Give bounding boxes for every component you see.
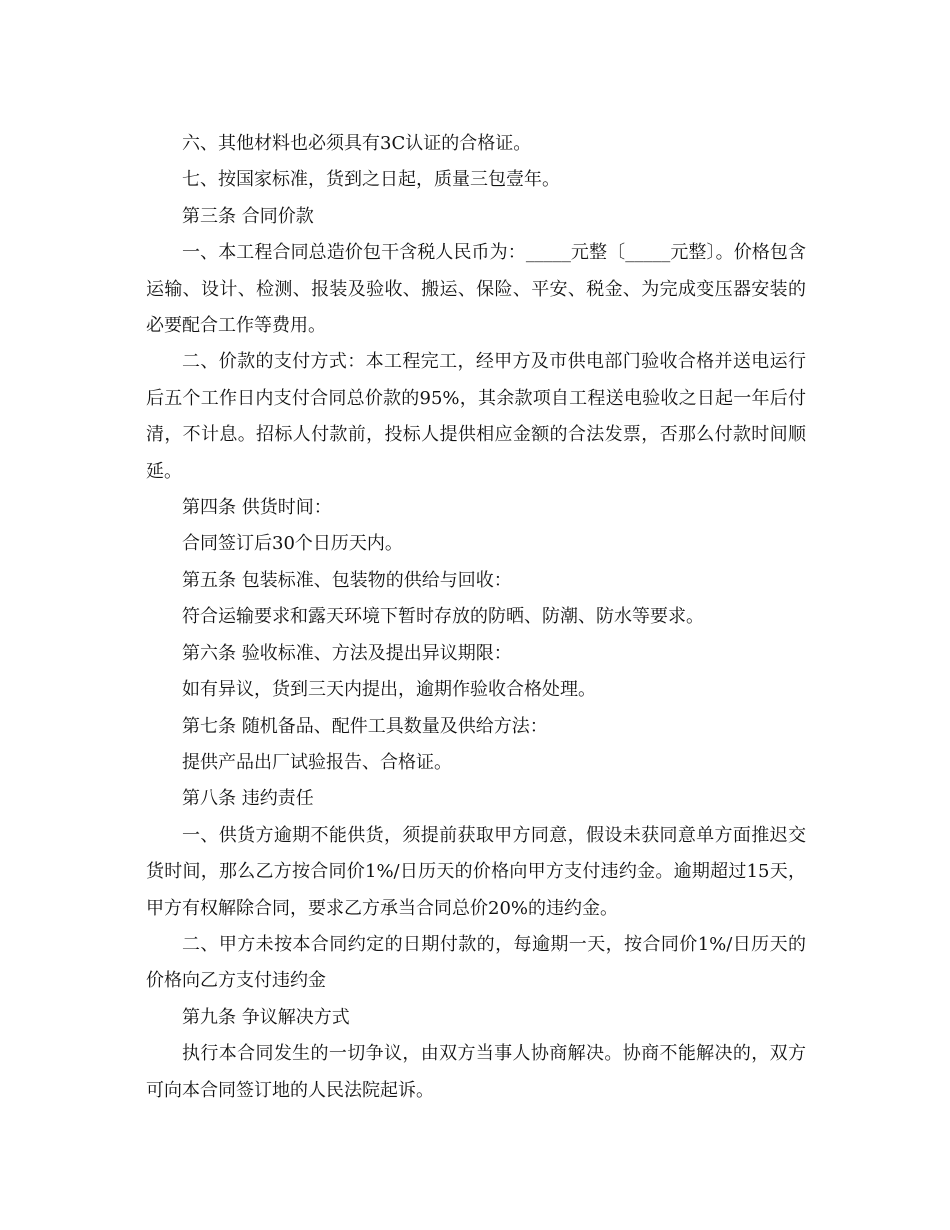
section-heading-article-9: 第九条 争议解决方式 xyxy=(182,1006,350,1028)
paragraph-supplier-breach: 一、供货方逾期不能供货，须提前获取甲方同意，假设未获同意单方面推迟交货时间，那么乙方按合同价1%/日历天的价格向甲方支付违约金。逾期超过15天，甲方有权解除合同，要求乙方承当合同总价20%的违约金。 xyxy=(146,824,806,919)
paragraph-delivery-time: 合同签订后30个日历天内。 xyxy=(182,533,403,555)
paragraph-payment-method: 二、价款的支付方式：本工程完工，经甲方及市供电部门验收合格并送电运行后五个工作日内支付合同总价款的95%，其余款项自工程送电验收之日起一年后付清，不计息。招标人付款前，投标人提供相应金额的合法发票，否那么付款时间顺延。 xyxy=(146,351,806,482)
paragraph-dispute-resolution: 执行本合同发生的一切争议，由双方当事人协商解决。协商不能解决的，双方可向本合同签订地的人民法院起诉。 xyxy=(146,1043,806,1101)
paragraph-objection: 如有异议，货到三天内提出，逾期作验收合格处理。 xyxy=(182,679,596,701)
paragraph-item-6-materials: 六、其他材料也必须具有3C认证的合格证。 xyxy=(182,133,532,154)
document-body xyxy=(146,126,806,1109)
paragraph-contract-price: 一、本工程合同总造价包干含税人民币为：_____元整〔_____元整〕。价格包含运输、设计、检测、报装及验收、搬运、保险、平安、税金、为完成变压器安装的必要配合工作等费用。 xyxy=(146,242,806,337)
section-heading-article-8: 第八条 违约责任 xyxy=(182,788,314,810)
paragraph-accessories: 提供产品出厂试验报告、合格证。 xyxy=(182,751,452,773)
section-heading-article-5: 第五条 包装标准、包装物的供给与回收： xyxy=(182,569,512,591)
section-heading-article-3: 第三条 合同价款 xyxy=(182,205,314,227)
section-heading-article-6: 第六条 验收标准、方法及提出异议期限： xyxy=(182,642,512,664)
section-heading-article-4: 第四条 供货时间： xyxy=(182,497,332,519)
paragraph-item-7-warranty: 七、按国家标准，货到之日起，质量三包壹年。 xyxy=(182,169,560,191)
section-heading-article-7: 第七条 随机备品、配件工具数量及供给方法： xyxy=(182,715,548,737)
paragraph-buyer-breach: 二、甲方未按本合同约定的日期付款的，每逾期一天，按合同价1%/日历天的价格向乙方支付违约金 xyxy=(146,933,806,992)
paragraph-packaging: 符合运输要求和露天环境下暂时存放的防晒、防潮、防水等要求。 xyxy=(182,606,704,628)
